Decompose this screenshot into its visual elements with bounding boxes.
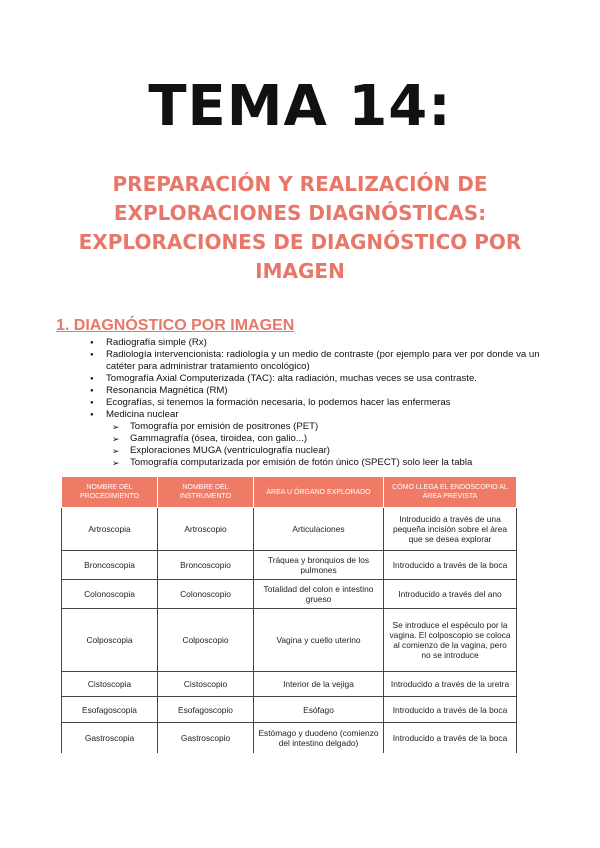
document-subtitle [60,170,540,286]
subtitle-line: EXPLORACIONES DIAGNÓSTICAS: [113,201,487,225]
list-item: ● Ecografías, si tenemos la formación necesaria, lo podemos hacer las enfermeras [90,397,560,409]
table-cell: Introducido a través de la boca [384,551,517,580]
table-cell: Tráquea y bronquios de los pulmones [254,551,384,580]
procedures-table [61,476,517,753]
sub-list-item: ➢ Exploraciones MUGA (ventriculografía nuclear) [106,445,560,457]
table-row [62,672,517,697]
sub-list-item: ➢ Tomografía por emisión de positrones (PET) [106,421,560,433]
column-header: ÁREA U ÓRGANO EXPLORADO [254,477,384,508]
table-cell: Cistoscopio [158,672,254,697]
list-item: ● Tomografía Axial Computerizada (TAC): alta radiación, muchas veces se usa contraste. [90,373,560,385]
table-cell: Interior de la vejiga [254,672,384,697]
table-cell: Introducido a través de la boca [384,723,517,754]
table-cell: Broncoscopio [158,551,254,580]
list-item: ● Resonancia Magnética (RM) [90,385,560,397]
column-header: NOMBRE DEL INSTRUMENTO [158,477,254,508]
table-row [62,508,517,551]
table-cell: Colonoscopio [158,580,254,609]
list-item: ● Radiografía simple (Rx) [90,337,560,349]
page-title: TEMA 14: [148,74,452,139]
bullet-list [90,337,560,469]
list-item-label: Medicina nuclear [106,409,179,420]
subtitle-line: IMAGEN [255,259,345,283]
table-row [62,551,517,580]
sub-list-item: ➢ Tomografía computarizada por emisión de fotón único (SPECT) solo leer la tabla [106,457,560,469]
table-cell: Gastroscopia [62,723,158,754]
table-cell: Artroscopio [158,508,254,551]
table-cell: Cistoscopia [62,672,158,697]
table-cell: Esofagoscopio [158,697,254,723]
list-item [90,409,560,469]
table-cell: Articulaciones [254,508,384,551]
sub-bullet-list [106,421,560,469]
table-cell: Introducido a través de la boca [384,697,517,723]
table-row [62,609,517,672]
table-header-row [62,477,517,508]
subtitle-line: PREPARACIÓN Y REALIZACIÓN DE [112,172,488,196]
section-heading: 1. DIAGNÓSTICO POR IMAGEN [56,317,295,334]
table-cell: Totalidad del colon e intestino grueso [254,580,384,609]
table-row [62,580,517,609]
table-cell: Introducido a través de la uretra [384,672,517,697]
table-cell: Estómago y duodeno (comienzo del intestino delgado) [254,723,384,754]
table-cell: Esófago [254,697,384,723]
list-item: ● Radiología intervencionista: radiología y un medio de contraste (por ejemplo para ver por donde va un catéter para administrar tratamiento oncológico) [90,349,560,373]
column-header: NOMBRE DEL PROCEDIMIENTO [62,477,158,508]
table-cell: Introducido a través de una pequeña incisión sobre el área que se desea explorar [384,508,517,551]
table-cell: Gastroscopio [158,723,254,754]
table-row [62,697,517,723]
table-cell: Broncoscopia [62,551,158,580]
table-cell: Se introduce el espéculo por la vagina. El colposcopio se coloca al comienzo de la vagina, pero no se introduce [384,609,517,672]
table-cell: Artroscopia [62,508,158,551]
column-header: CÓMO LLEGA EL ENDOSCOPIO AL ÁREA PREVISTA [384,477,517,508]
table-cell: Vagina y cuello uterino [254,609,384,672]
table-row [62,723,517,754]
table-cell: Colposcopia [62,609,158,672]
table-cell: Colonoscopia [62,580,158,609]
table-cell: Colposcopio [158,609,254,672]
subtitle-line: EXPLORACIONES DE DIAGNÓSTICO POR [78,230,522,254]
table-cell: Esofagoscopia [62,697,158,723]
table-cell: Introducido a través del ano [384,580,517,609]
sub-list-item: ➢ Gammagrafía (ósea, tiroidea, con galio...) [106,433,560,445]
